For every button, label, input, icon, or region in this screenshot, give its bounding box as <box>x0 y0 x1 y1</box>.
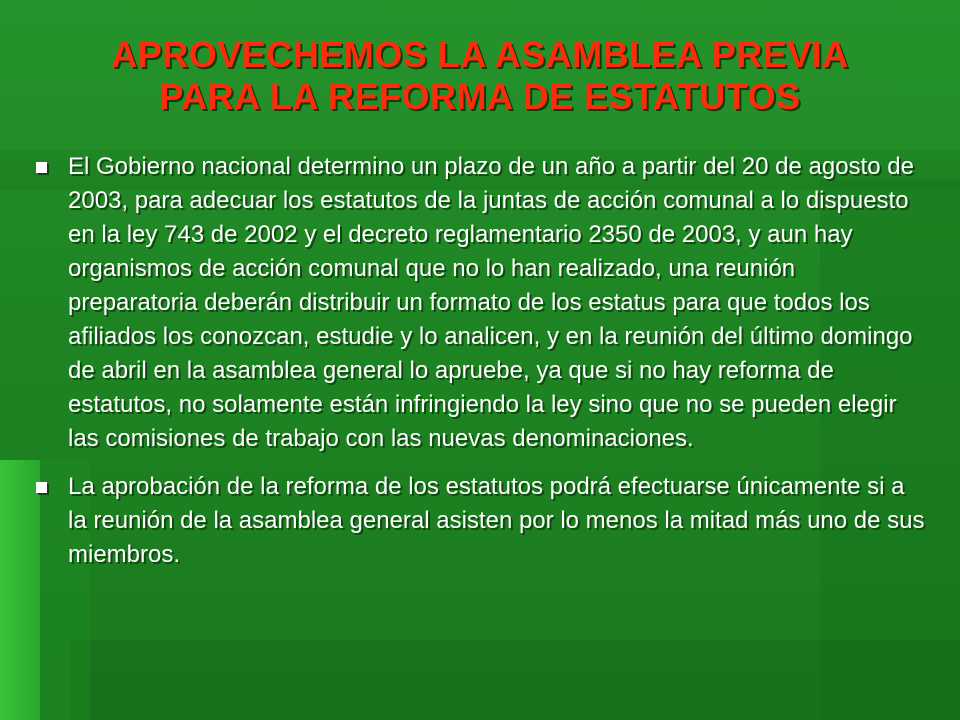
slide-title <box>40 34 920 118</box>
bullet-item <box>36 470 926 572</box>
background-band <box>70 640 960 720</box>
slide-title-line-2: PARA LA REFORMA DE ESTATUTOS <box>159 76 801 117</box>
square-bullet-icon <box>36 482 47 493</box>
bullet-text: El Gobierno nacional determino un plazo de un año a partir del 20 de agosto de 2003, para adecuar los estatutos de la juntas de acción comunal a lo dispuesto en la ley 743 de 2002 y el decreto reglamentario 2350 de 2003, y aun hay organismos de acción comunal que no lo han realizado, una reunión preparatoria deberán distribuir un formato de los estatus para que todos los afiliados los conozcan, estudie y lo analicen, y en la reunión del último domingo de abril en la asamblea general lo apruebe, ya que si no hay reforma de estatutos, no solamente están infringiendo la ley sino que no se pueden elegir las comisiones de trabajo con las nuevas denominaciones. <box>68 153 914 452</box>
bullet-item <box>36 150 926 456</box>
background-band <box>0 460 40 720</box>
bullet-list <box>36 150 926 586</box>
bullet-text: La aprobación de la reforma de los estatutos podrá efectuarse únicamente si a la reunión de la asamblea general asisten por lo menos la mitad más uno de sus miembros. <box>68 473 925 568</box>
slide-title-line-1: APROVECHEMOS LA ASAMBLEA PREVIA <box>111 34 849 75</box>
square-bullet-icon <box>36 162 47 173</box>
